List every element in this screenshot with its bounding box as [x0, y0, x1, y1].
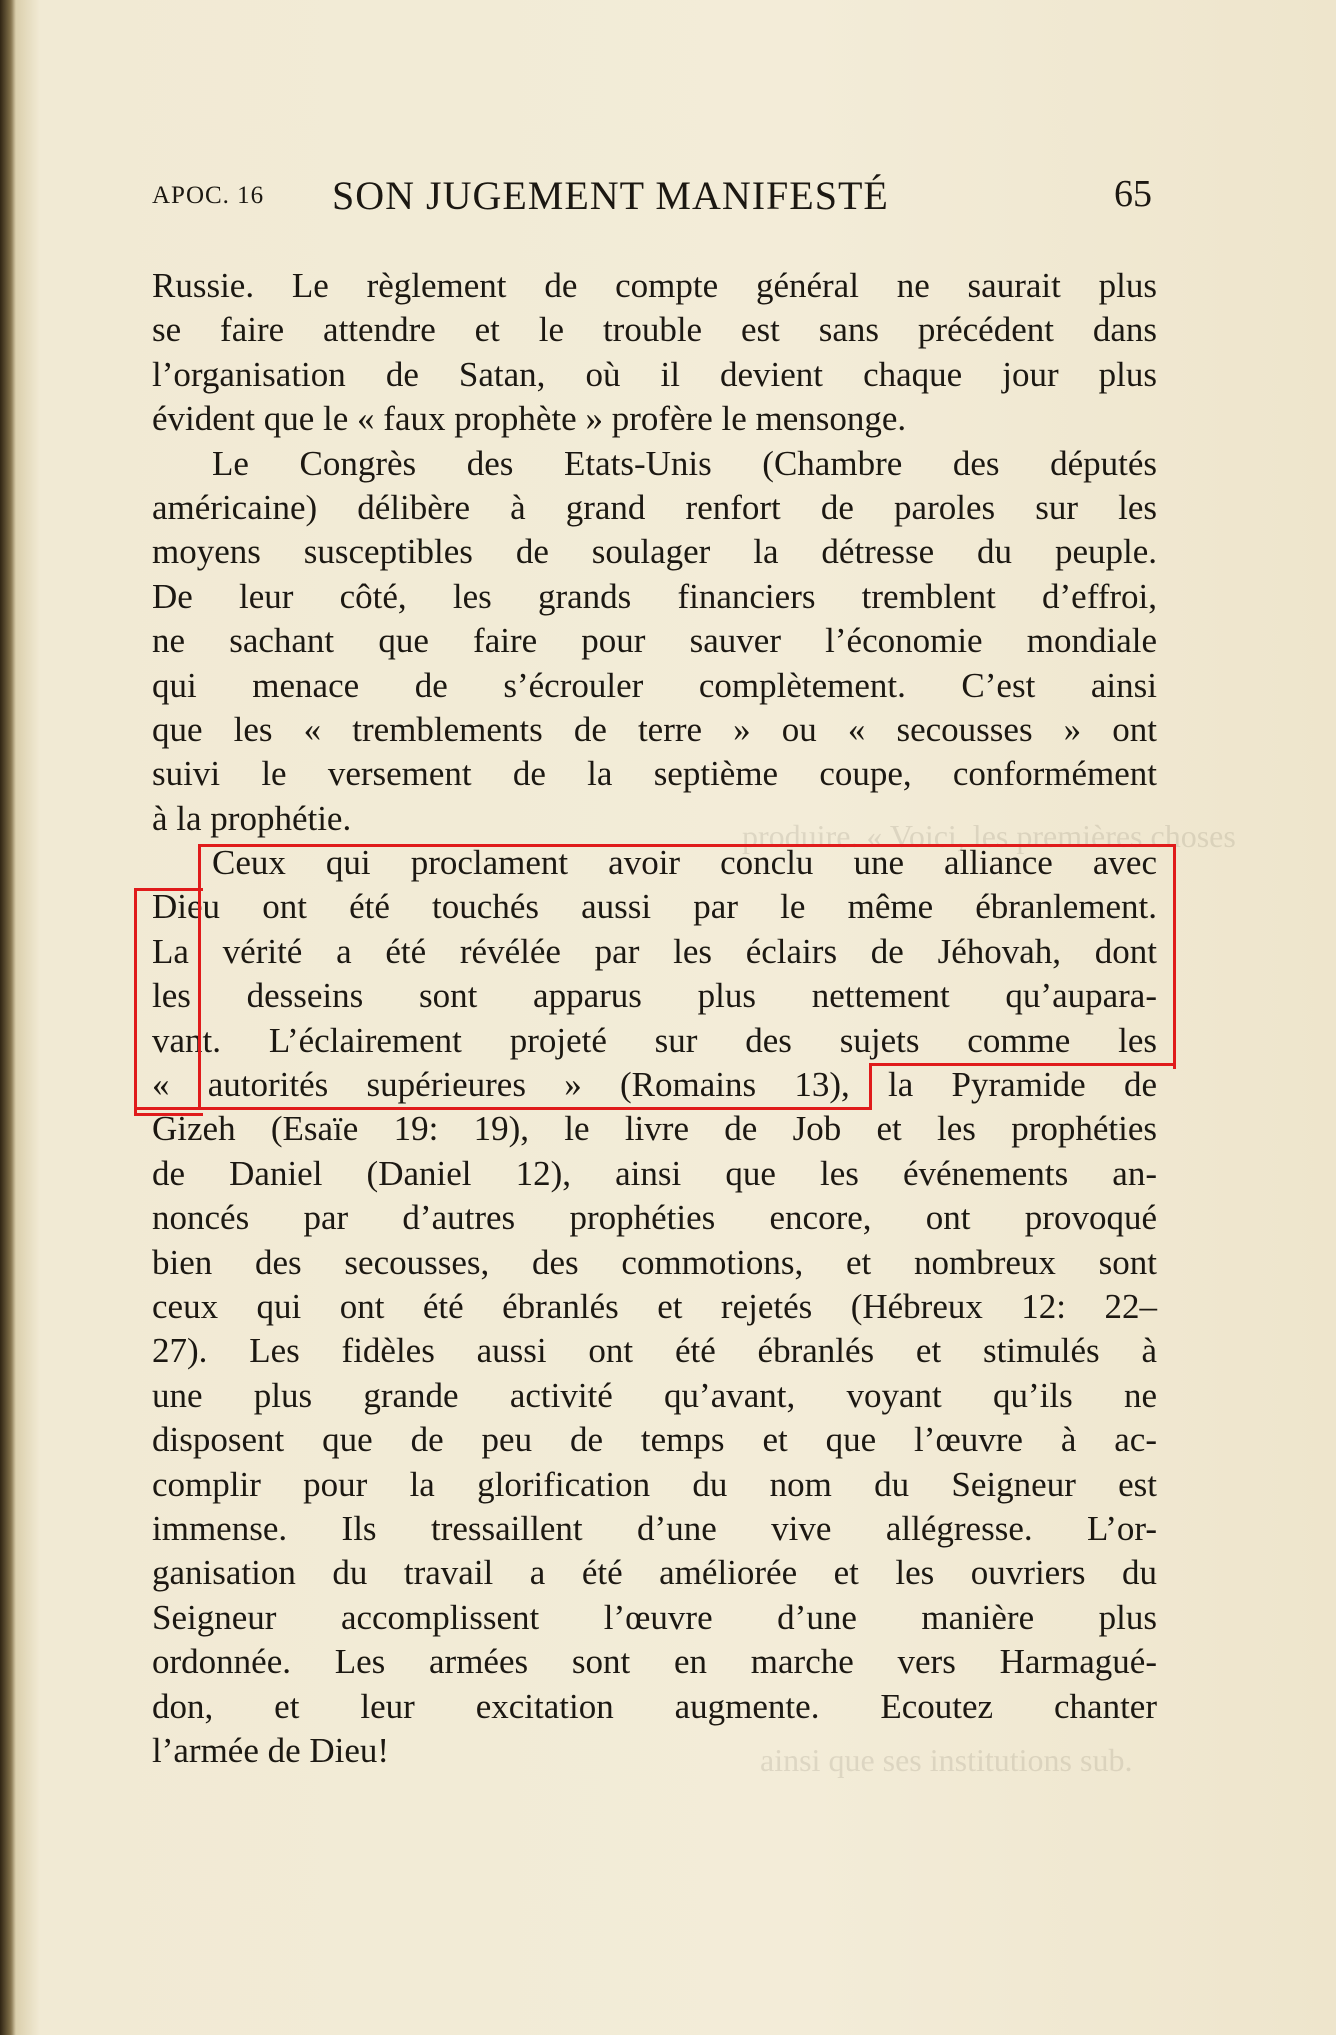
text-line: Le Congrès des Etats-Unis (Chambre des députés [212, 443, 1157, 483]
body-text [152, 264, 1157, 1773]
text-line: les desseins sont apparus plus nettement qu’aupara- [152, 976, 1157, 1016]
text-line: suivi le versement de la septième coupe, conformément [152, 754, 1157, 794]
text-line: vant. L’éclairement projeté sur des sujets comme les [152, 1020, 1157, 1060]
text-line: ordonnée. Les armées sont en marche vers Harmagué- [152, 1642, 1157, 1682]
text-line: complir pour la glorification du nom du Seigneur est [152, 1464, 1157, 1504]
text-line: l’organisation de Satan, où il devient chaque jour plus [152, 354, 1157, 394]
text-line: Gizeh (Esaïe 19: 19), le livre de Job et les prophéties [152, 1109, 1157, 1149]
text-line: « autorités supérieures » (Romains 13), la Pyramide de [152, 1065, 1157, 1105]
text-line: de Daniel (Daniel 12), ainsi que les événements an- [152, 1153, 1157, 1193]
text-line: Dieu ont été touchés aussi par le même ébranlement. [152, 887, 1157, 927]
text-line: bien des secousses, des commotions, et nombreux sont [152, 1242, 1157, 1282]
text-line: don, et leur excitation augmente. Ecoutez chanter [152, 1686, 1157, 1726]
text-line: disposent que de peu de temps et que l’œuvre à ac- [152, 1420, 1157, 1460]
show-through-text: produire. « Voici, les premières choses [742, 818, 1236, 854]
text-line: une plus grande activité qu’avant, voyant qu’ils ne [152, 1375, 1157, 1415]
text-line: La vérité a été révélée par les éclairs de Jéhovah, dont [152, 931, 1157, 971]
show-through-text: ainsi que ses institutions sub. [760, 1742, 1133, 1778]
text-line: immense. Ils tressaillent d’une vive allégresse. L’or- [152, 1508, 1157, 1548]
text-line: évident que le « faux prophète » profère le mensonge. [152, 399, 907, 439]
text-line: l’armée de Dieu! [152, 1730, 390, 1770]
text-line: qui menace de s’écrouler complètement. C’est ainsi [152, 665, 1157, 705]
text-line: à la prophétie. [152, 798, 352, 838]
text-line: noncés par d’autres prophéties encore, ont provoqué [152, 1198, 1157, 1238]
text-line: Seigneur accomplissent l’œuvre d’une manière plus [152, 1597, 1157, 1637]
text-line: Ceux qui proclament avoir conclu une alliance avec [212, 843, 1157, 883]
text-line: ne sachant que faire pour sauver l’économie mondiale [152, 621, 1157, 661]
text-line: ceux qui ont été ébranlés et rejetés (Hébreux 12: 22– [152, 1286, 1157, 1326]
text-line: De leur côté, les grands financiers tremblent d’effroi, [152, 576, 1157, 616]
text-line: se faire attendre et le trouble est sans précédent dans [152, 310, 1157, 350]
text-line: que les « tremblements de terre » ou « secousses » ont [152, 709, 1157, 749]
running-header [152, 172, 1152, 222]
chapter-reference: APOC. 16 [152, 182, 265, 209]
page-title: SON JUGEMENT MANIFESTÉ [332, 173, 889, 218]
text-line: 27). Les fidèles aussi ont été ébranlés et stimulés à [152, 1331, 1157, 1371]
page-number: 65 [1114, 173, 1152, 215]
book-spine-shadow [0, 0, 16, 2035]
text-line: Russie. Le règlement de compte général ne saurait plus [152, 266, 1157, 305]
text-line: ganisation du travail a été améliorée et les ouvriers du [152, 1553, 1157, 1593]
text-line: américaine) délibère à grand renfort de paroles sur les [152, 487, 1157, 527]
text-line: moyens susceptibles de soulager la détresse du peuple. [152, 532, 1157, 572]
